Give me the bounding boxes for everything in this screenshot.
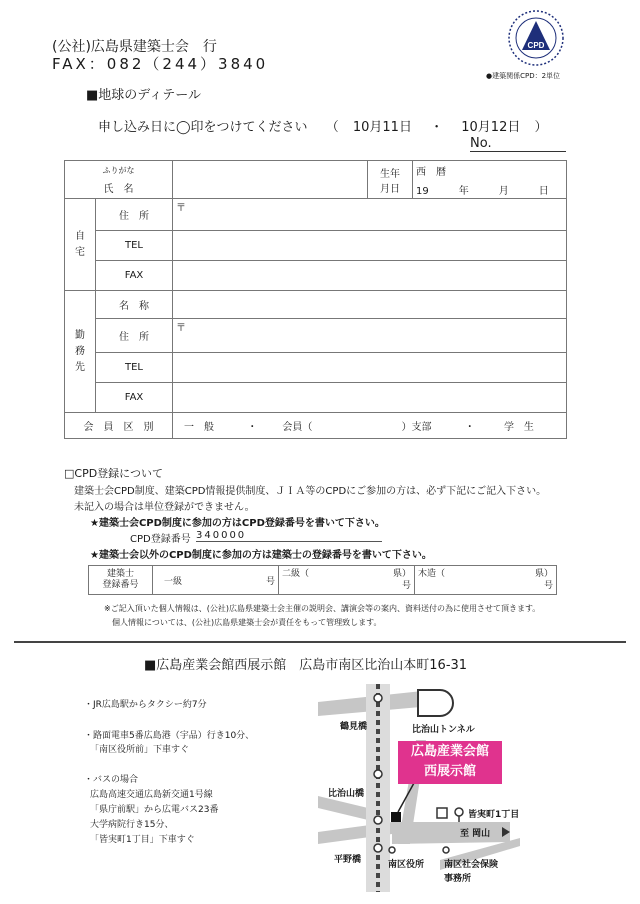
home-fax-label: FAX	[96, 261, 173, 291]
birth-value: 19 年 月 日	[416, 185, 549, 197]
ward-office-dot	[389, 847, 395, 853]
map-hirano: 平野橋	[334, 855, 362, 865]
directions-3a: ・バスの場合	[84, 775, 139, 785]
recipient-org: (公社)広島県建築士会 行	[52, 39, 217, 55]
map-welfare-2: 事務所	[444, 874, 472, 884]
work-fax-label: FAX	[96, 383, 173, 413]
apply-dot: ・	[430, 120, 444, 135]
apply-text: 申し込み日に◯印をつけてください	[98, 120, 308, 135]
work-tel-label: TEL	[96, 353, 173, 383]
cpd-desc-2: 未記入の場合は単位登録ができません。	[74, 502, 255, 513]
home-group-label: 自 宅	[65, 199, 96, 291]
directions-2a: ・路面電車5番広島港（宇品）行き10分、	[84, 731, 255, 741]
cpd-logo-text: CPD	[527, 41, 545, 50]
era-label: 西 暦	[416, 166, 446, 178]
company-name-label: 名 称	[96, 291, 173, 319]
map-tunnel: 比治山トンネル	[412, 725, 475, 735]
reg-c3-label: 木造（	[418, 569, 446, 579]
privacy-note-1: ※ご記入頂いた個人情報は、(公社)広島県建築士会主催の説明会、講演会等の案内、資料送付の為に使用させて頂きます。	[104, 604, 541, 613]
cpd-star-1: ★建築士会CPD制度に参加の方はCPD登録番号を書いて下さい。	[90, 518, 385, 529]
furigana-label: ふりがな	[102, 165, 135, 175]
member-student[interactable]: 学 生	[503, 422, 534, 433]
directions-1: ・JR広島駅からタクシー約7分	[84, 700, 207, 710]
venue-marker	[391, 812, 401, 822]
fax-number: FAX：082（244）3840	[52, 55, 269, 73]
member-type-label: 会 員 区 別	[65, 413, 173, 439]
directions-2b: 「南区役所前」下車すぐ	[90, 745, 190, 755]
reg-head-1: 建築士	[106, 569, 134, 579]
apply-open: （	[325, 120, 339, 135]
map-venue-line2: 西展示館	[423, 764, 476, 779]
reg-c3-pref: 県）	[534, 569, 553, 579]
reg-c1-label: 一級	[164, 576, 183, 587]
map-to-okayama: 至 岡山	[460, 829, 491, 839]
date-option-1[interactable]: 10月11日	[352, 120, 412, 135]
station-tsurumi	[374, 694, 382, 702]
birth-label-1: 生年	[380, 168, 400, 180]
station-hirano	[374, 844, 382, 852]
member-member[interactable]: 会員（	[282, 422, 313, 433]
cpd-reg-number[interactable]: 340000	[196, 530, 382, 542]
directions-3d: 大学病院行き15分、	[90, 820, 174, 830]
map-ward-office: 南区役所	[388, 860, 425, 870]
birth-label-2: 月日	[380, 183, 400, 195]
map-minamimachi: 皆実町1丁目	[468, 810, 520, 820]
work-postal-mark: 〒	[176, 323, 186, 334]
station-hijiyama	[374, 770, 382, 778]
no-label: No.	[470, 136, 566, 152]
cpd-desc-1: 建築士会CPD制度、建築CPD情報提供制度、ＪＩＡ等のCPDにご参加の方は、必ず下記にご記入下さい。	[74, 486, 547, 497]
reg-c3-go: 号	[543, 581, 553, 591]
directions-3b: 広島高速交通広島新交通1号線	[90, 790, 213, 800]
name-label: 氏 名	[103, 183, 134, 195]
work-address-label: 住 所	[96, 319, 173, 353]
station-minamimachi	[374, 816, 382, 824]
privacy-note-2: 個人情報については、(公社)広島県建築士会が責任をもって管理致します。	[112, 618, 382, 627]
cpd-title: □CPD登録について	[64, 467, 163, 480]
reg-c2-go: 号	[401, 581, 411, 591]
building-icon	[437, 808, 447, 818]
reg-c1-go: 号	[265, 576, 275, 587]
reg-c2-label: 二級（	[282, 569, 310, 579]
apply-close: ）	[534, 120, 548, 135]
bus-stop-icon	[455, 808, 463, 816]
map-venue-line1: 広島産業会館	[410, 744, 489, 759]
map-hijiyama: 比治山橋	[328, 789, 365, 799]
home-tel-label: TEL	[96, 231, 173, 261]
member-dot-2: ・	[464, 422, 475, 433]
member-general[interactable]: 一 般	[184, 422, 214, 433]
cpd-caption: ●建築関係CPD：2単位	[486, 72, 561, 80]
work-group-label: 勤 務 先	[65, 291, 96, 413]
welfare-office-dot	[443, 847, 449, 853]
member-branch: ）支部	[401, 422, 432, 433]
reg-c2-pref: 県）	[392, 569, 411, 579]
directions-3e: 「皆実町1丁目」下車すぐ	[90, 835, 195, 845]
postal-mark: 〒	[176, 203, 186, 214]
date-option-2[interactable]: 10月12日	[461, 120, 521, 135]
map-welfare-1: 南区社会保険	[444, 860, 499, 870]
member-dot-1: ・	[247, 422, 258, 433]
section-title: ■地球のディテール	[86, 88, 201, 103]
map-venue-box	[398, 741, 502, 784]
cpd-star-2: ★建築士会以外のCPD制度に参加の方は建築士の登録番号を書いて下さい。	[90, 550, 432, 561]
home-address-label: 住 所	[96, 199, 173, 231]
map-tsurumi: 鶴見橋	[340, 722, 368, 732]
directions-3c: 「県庁前駅」から広電バス23番	[90, 805, 219, 815]
reg-head-2: 登録番号	[102, 580, 139, 590]
venue-title: ■広島産業会館西展示館 広島市南区比治山本町16-31	[144, 658, 468, 673]
cpd-reg-label: CPD登録番号	[130, 534, 191, 545]
road-hijiyama	[318, 796, 368, 820]
tunnel-icon	[418, 690, 453, 716]
